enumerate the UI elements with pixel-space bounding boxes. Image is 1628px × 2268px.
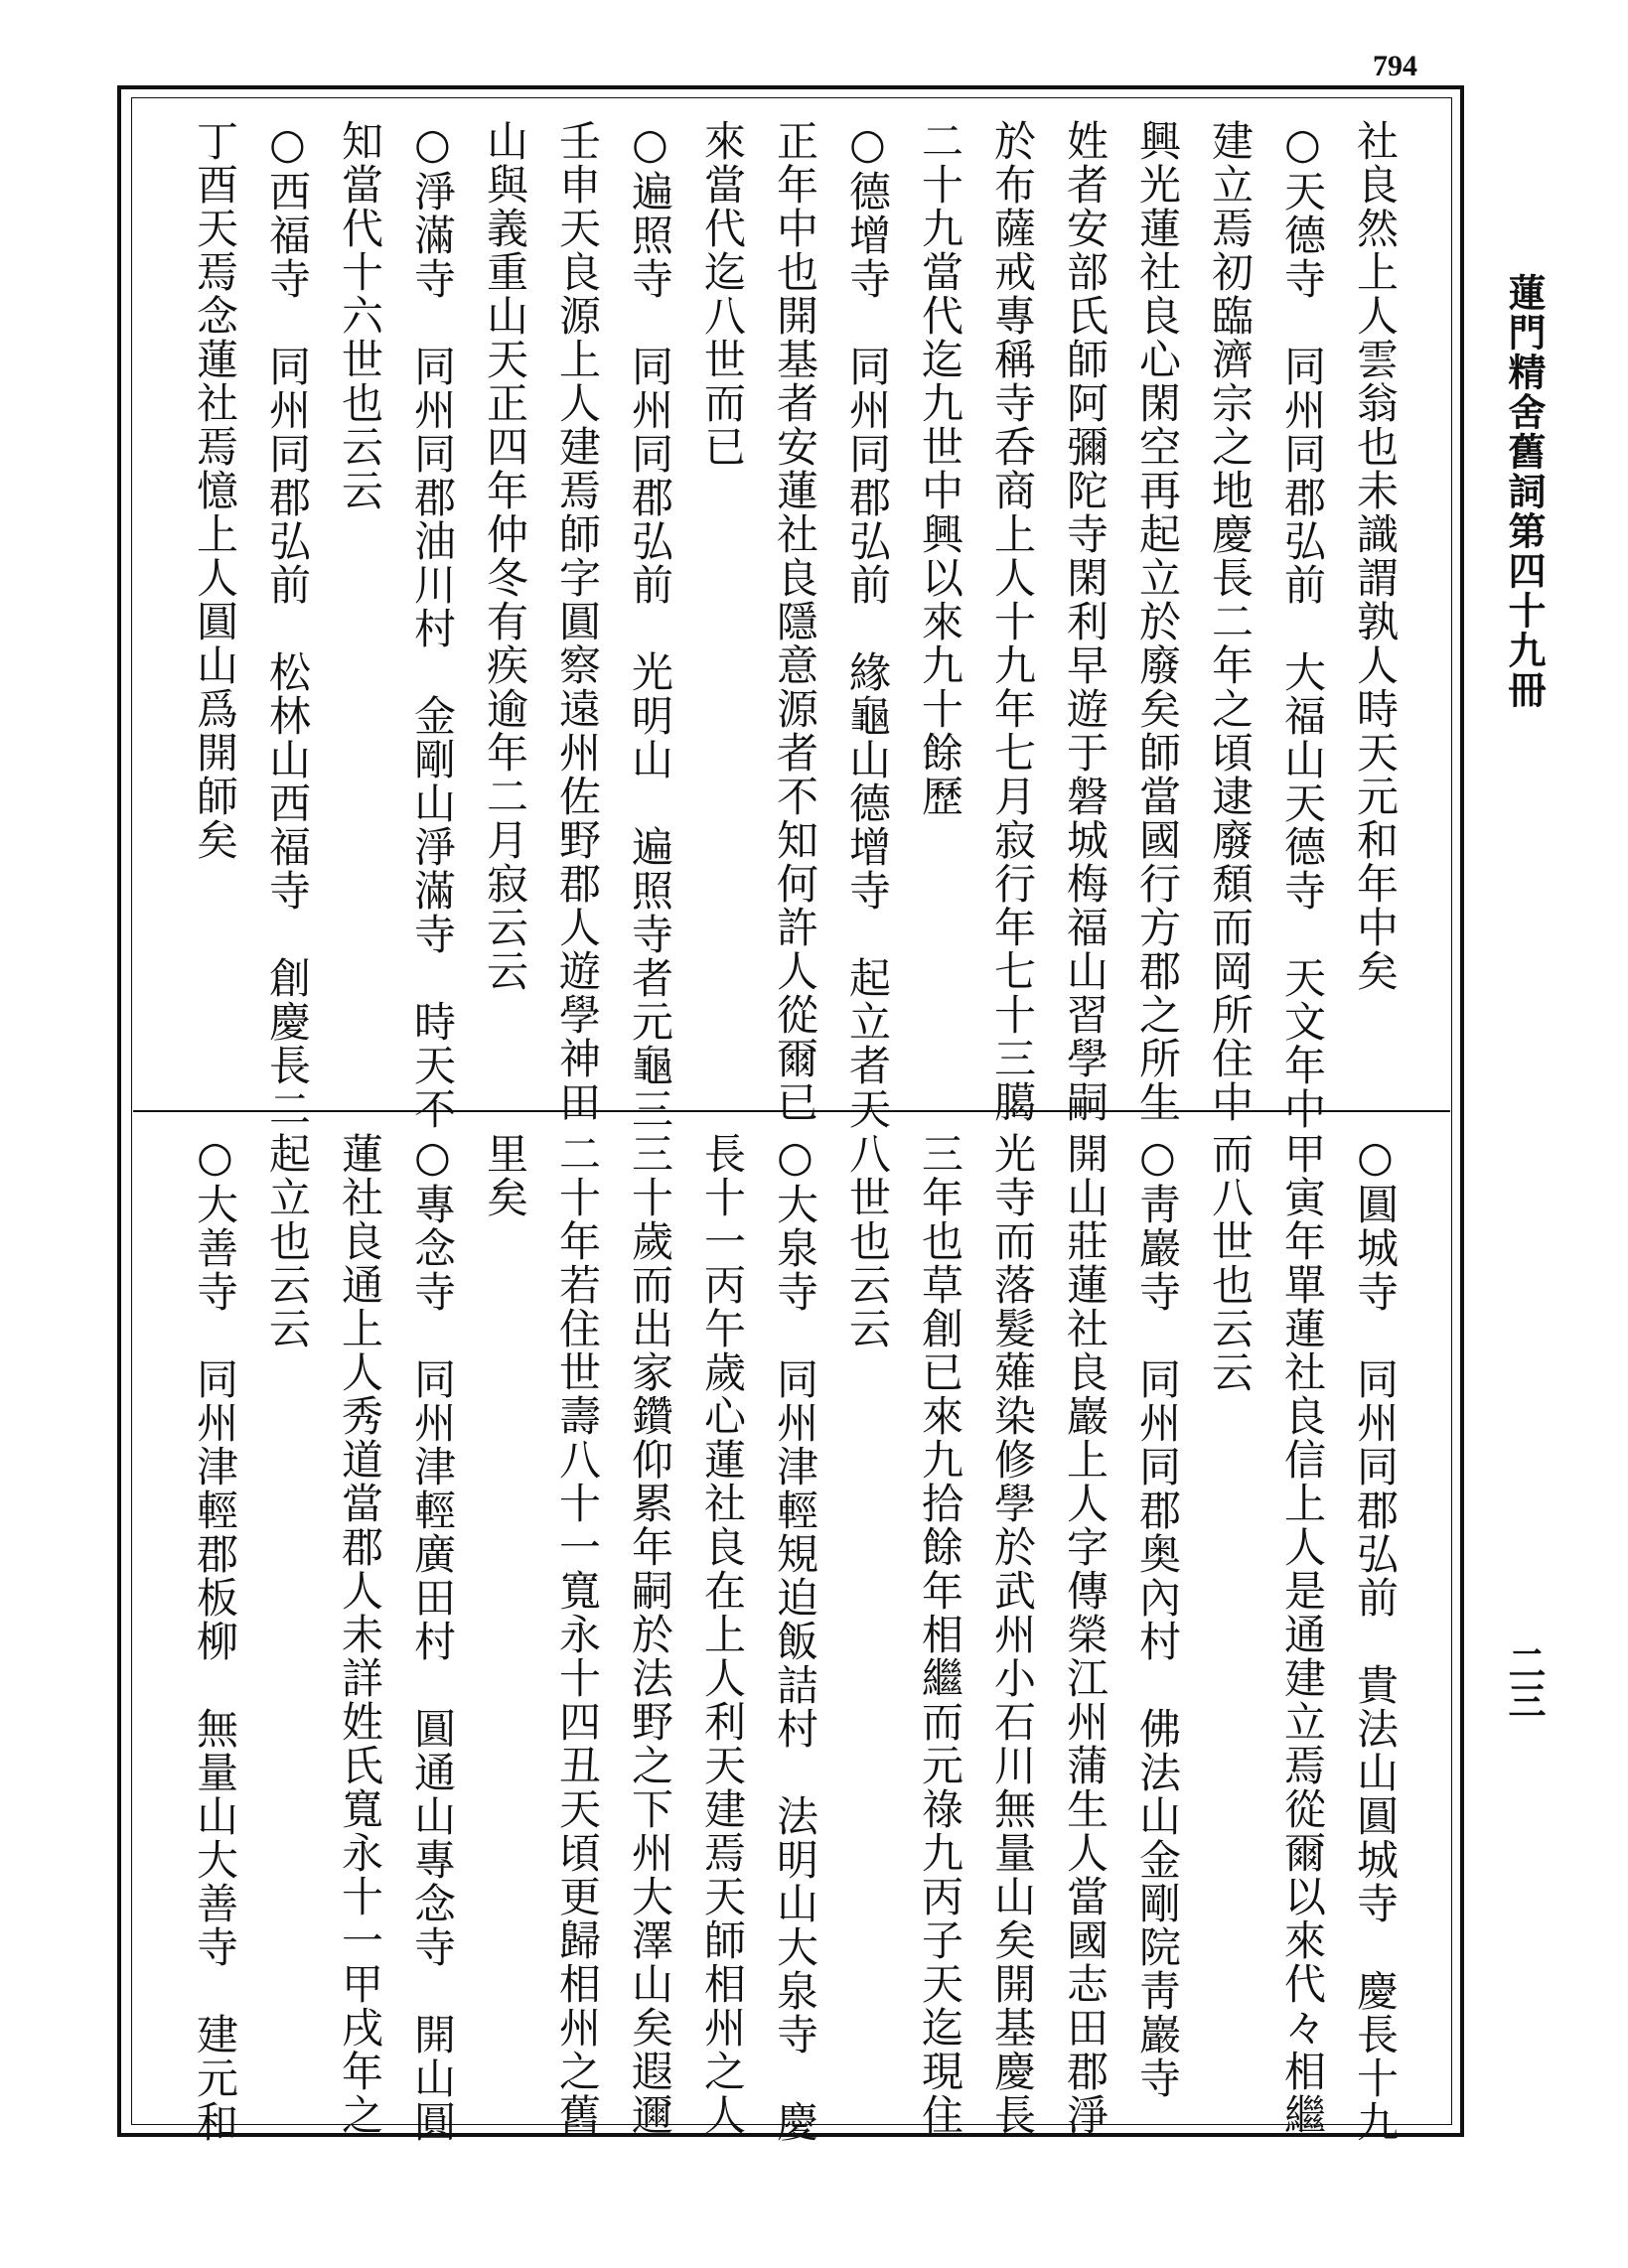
text-column: ○淨滿寺 同州同郡油川村 金剛山淨滿寺 時天不 <box>408 119 457 1131</box>
text-column: 山與義重山天正四年仲冬有疾逾年二月寂云云 <box>481 119 529 993</box>
text-column: ○大善寺 同州津輕郡板柳 無量山大善寺 建元和 <box>191 1132 239 2144</box>
text-column: 壬申天良源上人建焉師字圓察遠州佐野郡人遊學神田 <box>553 119 602 1124</box>
text-column: 甲寅年單蓮社良信上人是通建立焉從爾以來代々相繼 <box>1278 1132 1327 2137</box>
running-title: 蓮門精舍舊詞第四十九冊 <box>1502 273 1547 710</box>
text-column: 八世也云云 <box>843 1132 892 1350</box>
text-column: 正年中也開基者安蓮社良隱意源者不知何許人從爾已 <box>771 119 819 1124</box>
text-column: ○西福寺 同州同郡弘前 松林山西福寺 創慶長二 <box>263 119 312 1131</box>
text-column: 三年也草創已來九拾餘年相繼而元祿九丙子天迄現住 <box>916 1132 964 2137</box>
text-column: 姓者安部氏師阿彌陀寺閑利早遊于磐城梅福山習學嗣 <box>1061 119 1110 1124</box>
text-column: ○遍照寺 同州同郡弘前 光明山 遍照寺者元龜三 <box>626 119 674 1131</box>
text-column: 里矣 <box>481 1132 529 1219</box>
text-column: 興光蓮社良心閑空再起立於廢矣師當國行方郡之所生 <box>1133 119 1182 1124</box>
text-column: 光寺而落髮薙染修學於武州小石川無量山矣開基慶長 <box>988 1132 1037 2137</box>
text-column: ○大泉寺 同州津輕䂓迫飯詰村 法明山大泉寺 慶 <box>771 1132 819 2144</box>
text-column: ○天德寺 同州同郡弘前 大福山天德寺 天文年中 <box>1278 119 1327 1131</box>
top-text-block <box>191 119 1411 1131</box>
text-column: 三十歲而出家鑽仰累年嗣於法野之下州大澤山矣遐邇 <box>626 1132 674 2137</box>
page-number: 794 <box>1373 50 1417 82</box>
text-column: 來當代迄八世而已 <box>698 119 747 469</box>
text-column: 長十一丙午歲心蓮社良在上人利天建焉天師相州之人 <box>698 1132 747 2137</box>
text-column: 開山莊蓮社良巖上人字傳榮江州蒲生人當國志田郡淨 <box>1061 1132 1110 2137</box>
text-column: 起立也云云 <box>263 1132 312 1350</box>
text-column: ○圓城寺 同州同郡弘前 貴法山圓城寺 慶長十九 <box>1351 1132 1400 2144</box>
text-column: 而八世也云云 <box>1206 1132 1255 1394</box>
text-column: 丁酉天焉念蓮社焉憶上人圓山爲開師矣 <box>191 119 239 862</box>
text-column: ○專念寺 同州津輕廣田村 圓通山專念寺 開山圓 <box>408 1132 457 2144</box>
text-column: 二十年若住世壽八十一寬永十四丑天頃更歸相州之舊 <box>553 1132 602 2137</box>
text-column: 建立焉初臨濟宗之地慶長二年之頃逮廢頹而岡所住中 <box>1206 119 1255 1124</box>
text-column: 蓮社良通上人秀道當郡人未詳姓氏寬永十一甲戌年之 <box>336 1132 384 2137</box>
folio-number: 二三 <box>1502 1643 1547 1719</box>
text-column: ○靑巖寺 同州同郡奥內村 佛法山金剛院靑巖寺 <box>1133 1132 1182 2100</box>
text-column: 於布薩戒專稱寺呑商上人十九年七月寂行年七十三臈 <box>988 119 1037 1124</box>
text-column: 知當代十六世也云云 <box>336 119 384 512</box>
text-column: 社良然上人雲翁也未識謂孰人時天元和年中矣 <box>1351 119 1400 993</box>
bottom-text-block <box>191 1132 1411 2144</box>
text-column: ○德增寺 同州同郡弘前 緣龜山德增寺 起立者天 <box>843 119 892 1131</box>
text-column: 二十九當代迄九世中興以來九十餘歷 <box>916 119 964 818</box>
